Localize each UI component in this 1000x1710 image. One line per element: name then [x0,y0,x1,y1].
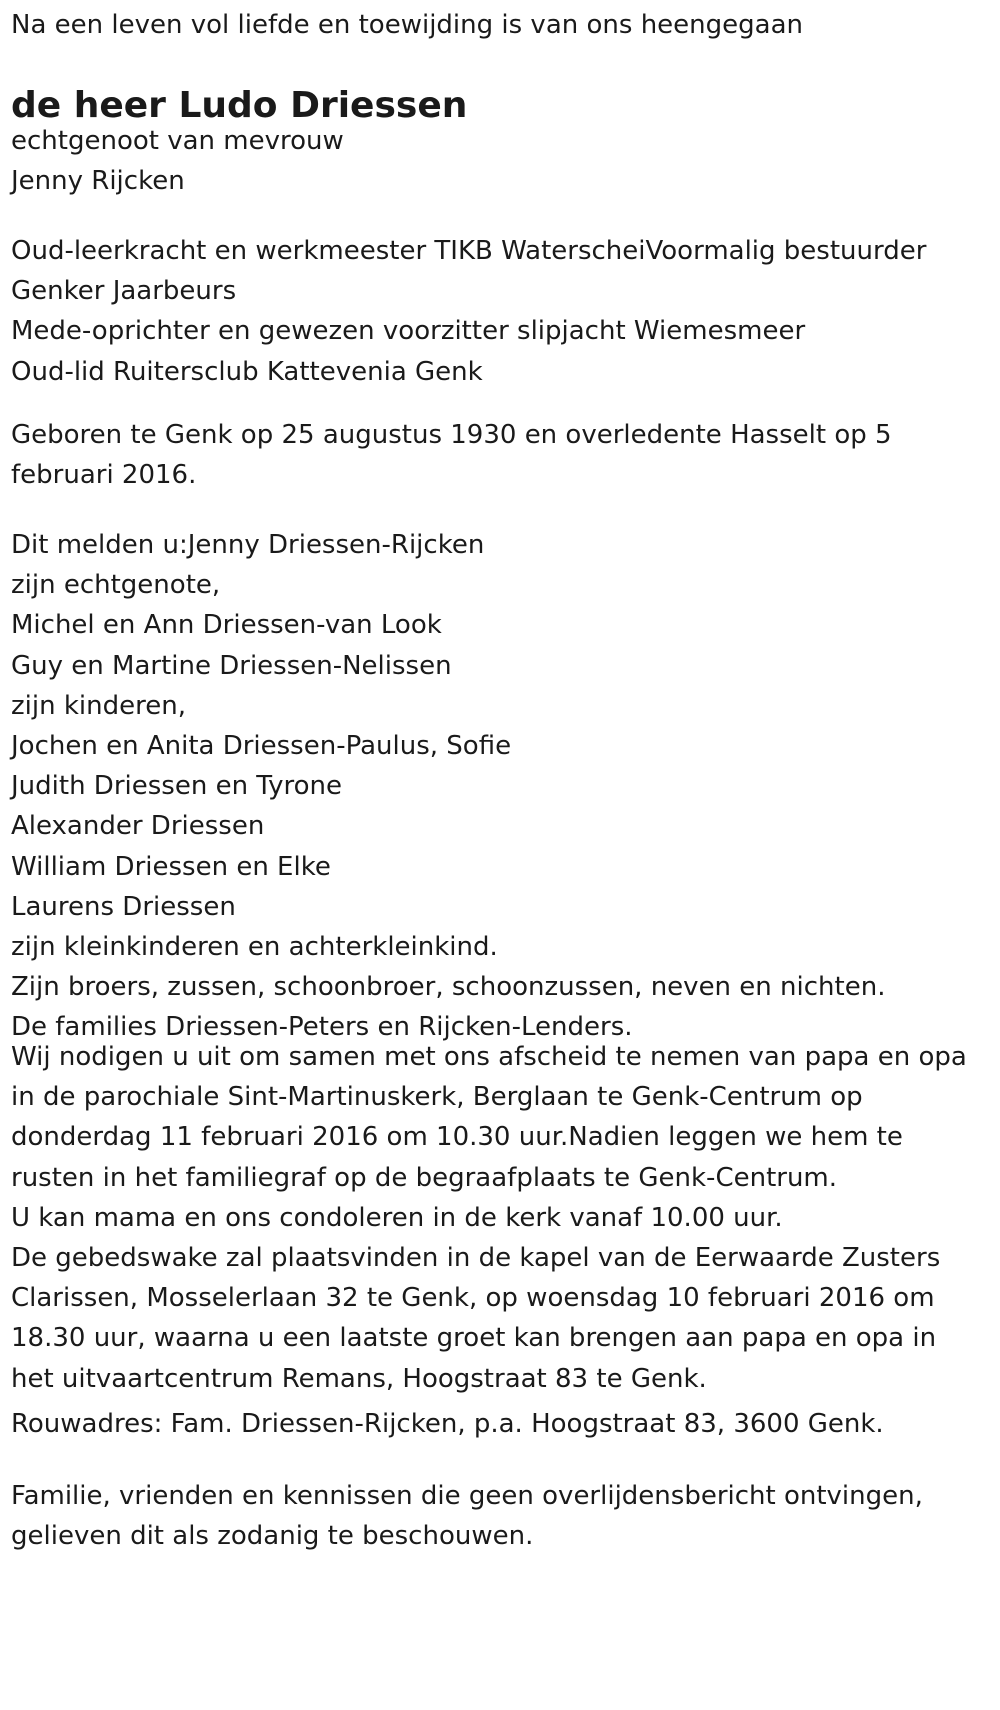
function-line: Mede-oprichter en gewezen voorzitter slipjacht Wiemesmeer [11,316,806,347]
function-line: Oud-leerkracht en werkmeester TIKB WaterscheiVoormalig bestuurder [11,236,927,266]
family-line: William Driessen en Elke [11,851,331,882]
spouse-line: echtgenoot van mevrouw [11,126,344,156]
family-line: Guy en Martine Driessen-Nelissen [11,650,452,681]
funeral-line: U kan mama en ons condoleren in de kerk vanaf 10.00 uur. [11,1202,783,1233]
function-line: Genker Jaarbeurs [11,276,237,307]
family-line: Michel en Ann Driessen-van Look [11,610,442,641]
funeral-line: De gebedswake zal plaatsvinden in de kapel van de Eerwaarde Zusters [11,1242,941,1273]
functions-block [11,231,926,392]
family-line: zijn kleinkinderen en achterkleinkind. [11,931,498,962]
family-line: Laurens Driessen [11,891,236,922]
spouse-block [11,121,344,201]
closing-line: Familie, vrienden en kennissen die geen overlijdensbericht ontvingen, [11,1481,923,1511]
intro-text: Na een leven vol liefde en toewijding is van ons heengegaan [11,10,803,40]
funeral-line: 18.30 uur, waarna u een laatste groet kan brengen aan papa en opa in [11,1323,937,1354]
funeral-line: donderdag 11 februari 2016 om 10.30 uur.Nadien leggen we hem te [11,1122,903,1153]
family-line: De families Driessen-Peters en Rijcken-Lenders. [11,1012,633,1043]
birth-death-block [11,415,892,495]
function-line: Oud-lid Ruitersclub Kattevenia Genk [11,356,483,387]
family-line: zijn echtgenote, [11,570,221,601]
funeral-line: rusten in het familiegraf op de begraafplaats te Genk-Centrum. [11,1162,838,1193]
birth-death-line: Geboren te Genk op 25 augustus 1930 en overledente Hasselt op 5 [11,420,892,450]
family-line: Zijn broers, zussen, schoonbroer, schoonzussen, neven en nichten. [11,972,886,1003]
family-line: Dit melden u:Jenny Driessen-Rijcken [11,530,485,560]
funeral-block [11,1037,967,1399]
funeral-line: Clarissen, Mosselerlaan 32 te Genk, op woensdag 10 februari 2016 om [11,1283,935,1314]
family-line: Judith Driessen en Tyrone [11,771,343,802]
mourning-address: Rouwadres: Fam. Driessen-Rijcken, p.a. Hoogstraat 83, 3600 Genk. [11,1409,884,1439]
family-line: Jochen en Anita Driessen-Paulus, Sofie [11,730,512,761]
funeral-line: in de parochiale Sint-Martinuskerk, Berglaan te Genk-Centrum op [11,1082,863,1113]
funeral-line: het uitvaartcentrum Remans, Hoogstraat 83 te Genk. [11,1363,707,1394]
family-line: zijn kinderen, [11,690,186,721]
family-block [11,525,885,1047]
birth-death-line: februari 2016. [11,460,197,491]
funeral-line: Wij nodigen u uit om samen met ons afscheid te nemen van papa en opa [11,1042,967,1072]
closing-line: gelieven dit als zodanig te beschouwen. [11,1521,534,1552]
spouse-line: Jenny Rijcken [11,166,185,197]
address-block [11,1404,884,1444]
deceased-name: de heer Ludo Driessen [11,85,468,126]
family-line: Alexander Driessen [11,811,265,842]
closing-block [11,1476,923,1556]
